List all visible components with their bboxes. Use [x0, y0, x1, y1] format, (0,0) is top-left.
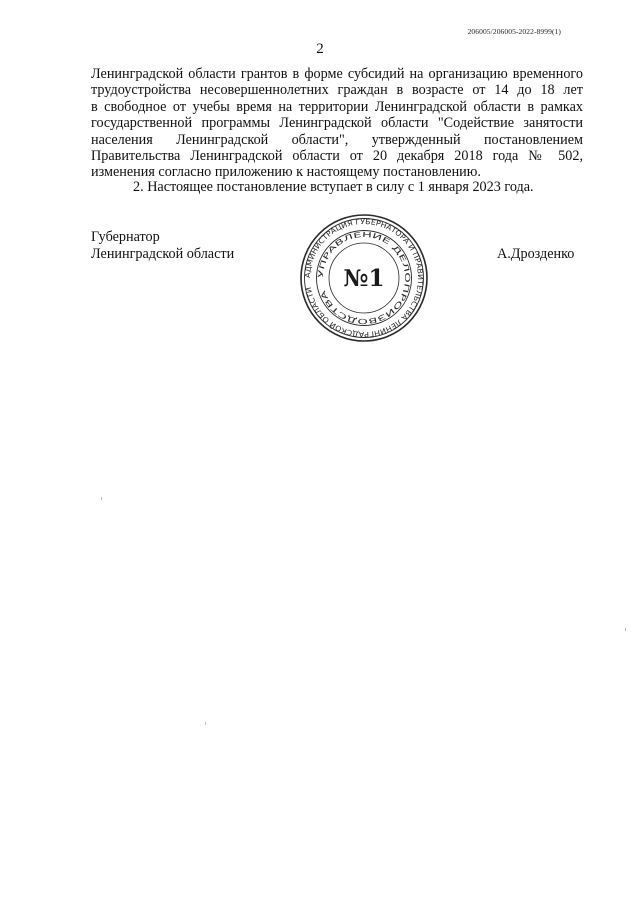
signatory-title-line: Ленинградской области	[91, 246, 235, 262]
scan-speck	[205, 722, 206, 725]
seal-number: №1	[343, 265, 385, 292]
signatory-title	[91, 229, 234, 263]
body-line: населения Ленинградской области", утвержденный постановлением	[91, 131, 583, 148]
seal-inner-text: УПРАВЛЕНИЕ ДЕЛОПРОИЗВОДСТВА	[316, 230, 412, 326]
body-line: государственной программы Ленинградской области "Содействие занятости	[91, 115, 583, 132]
scan-speck	[625, 628, 626, 631]
official-seal	[298, 212, 430, 344]
body-line: Правительства Ленинградской области от 20 декабря 2018 года № 502,	[91, 148, 583, 165]
signatory-name: А.Дрозденко	[497, 246, 575, 262]
page-number: 2	[316, 41, 324, 57]
seal-outer-text: АДМИНИСТРАЦИЯ ГУБЕРНАТОРА И ПРАВИТЕЛЬСТВА ЛЕНИНГРАДСКОЙ ОБЛАСТИ	[302, 216, 426, 340]
body-line: трудоустройства несовершеннолетних граждан в возрасте от 14 до 18 лет	[91, 82, 583, 99]
scan-speck	[101, 497, 102, 500]
document-body	[91, 66, 583, 181]
effective-date-paragraph: 2. Настоящее постановление вступает в силу с 1 января 2023 года.	[133, 179, 534, 195]
body-line: изменения согласно приложению к настоящему постановлению.	[91, 164, 481, 181]
signatory-title-line: Губернатор	[91, 229, 160, 245]
document-id: 206005/206005-2022-8999(1)	[467, 27, 561, 36]
body-line: Ленинградской области грантов в форме субсидий на организацию временного	[91, 66, 583, 82]
body-line: в свободное от учебы время на территории Ленинградской области в рамках	[91, 98, 583, 115]
seal-graphic	[298, 212, 430, 344]
